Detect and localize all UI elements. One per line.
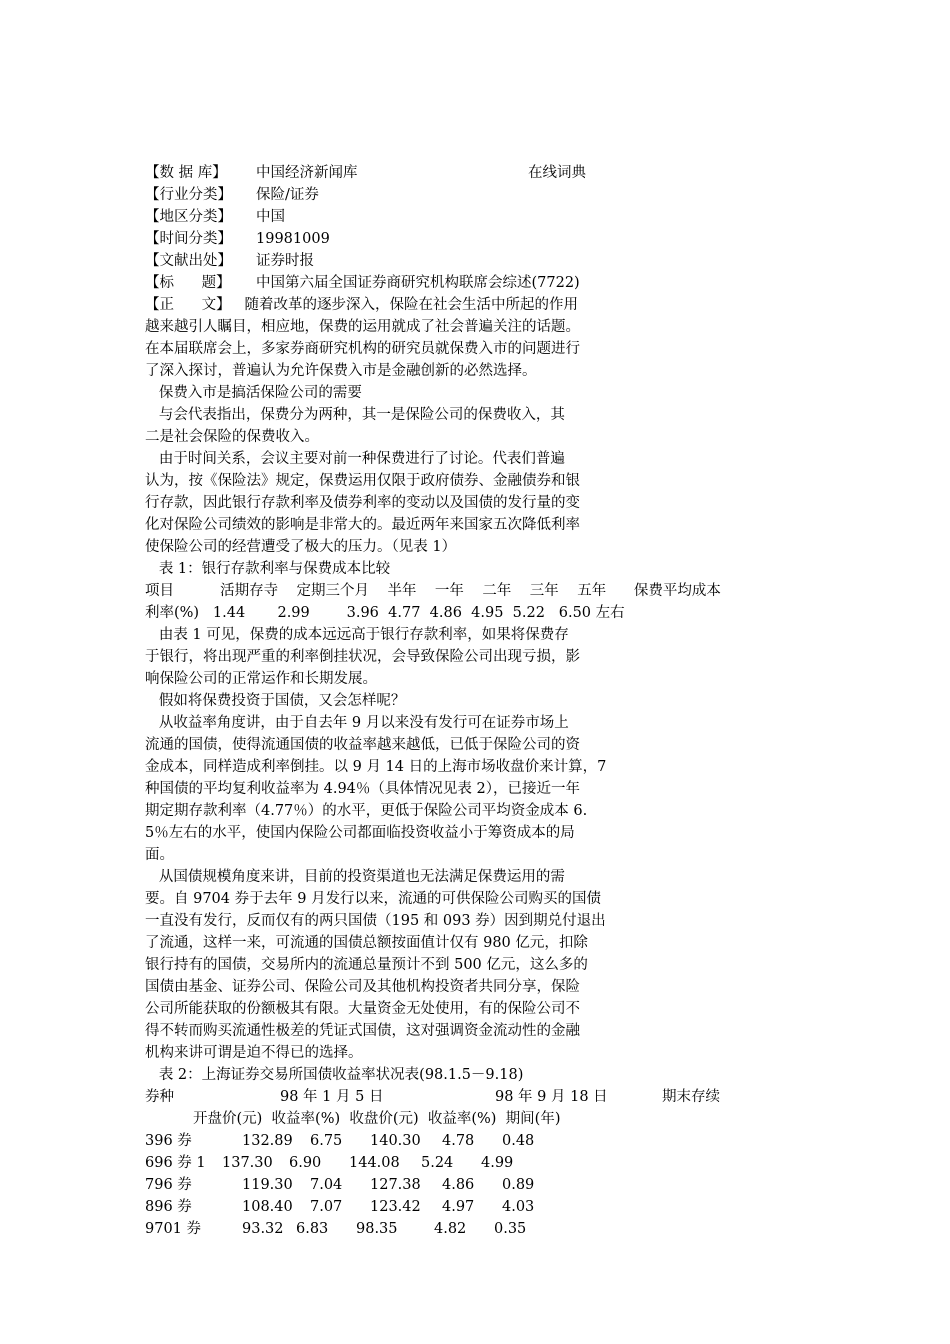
- body-line: 从国债规模角度来讲，目前的投资渠道也无法满足保费运用的需: [145, 869, 565, 885]
- table2-cell: 137.30: [222, 1155, 273, 1171]
- table2-header-bond: 券种: [145, 1089, 174, 1105]
- table2-cell: 0.48: [502, 1133, 535, 1149]
- table2-cell: 127.38: [370, 1177, 421, 1193]
- meta-row-region: [145, 208, 285, 226]
- body-line: 流通的国债，使得流通国债的收益率越来越低，已低于保险公司的资: [145, 737, 580, 753]
- meta-row-title: [145, 274, 580, 292]
- table1-caption: 表 1：银行存款利率与保费成本比较: [145, 561, 391, 577]
- meta-key: 【数 据 库】: [145, 165, 227, 181]
- table2-cell: 93.32: [242, 1221, 284, 1237]
- body-line: 期定期存款利率（4.77％）的水平，更低于保险公司平均资金成本 6.: [145, 803, 588, 819]
- meta-value: 19981009: [256, 231, 330, 247]
- meta-row-date: [145, 230, 330, 248]
- table2-cell: 4.03: [502, 1199, 535, 1215]
- body-line: 要。自 9704 券于去年 9 月发行以来，流通的可供保险公司购买的国债: [145, 891, 602, 907]
- table2-cell: 7.04: [310, 1177, 343, 1193]
- body-line: 响保险公司的正常运作和长期发展。: [145, 671, 377, 687]
- body-line: 越来越引人瞩目，相应地，保费的运用就成了社会普遍关注的话题。: [145, 319, 580, 335]
- table2-header-date2: 98 年 9 月 18 日: [495, 1089, 608, 1105]
- table2-cell: 132.89: [242, 1133, 293, 1149]
- table2-cell: 6.75: [310, 1133, 343, 1149]
- body-line: 假如将保费投资于国债，又会怎样呢？: [145, 693, 406, 709]
- body-line: 面。: [145, 847, 174, 863]
- body-line: 金成本，同样造成利率倒挂。以 9 月 14 日的上海市场收盘价来计算，7: [145, 759, 607, 775]
- meta-row-database: [145, 164, 358, 182]
- meta-row-source: [145, 252, 314, 270]
- body-line: 化对保险公司绩效的影响是非常大的。最近两年来国家五次降低利率: [145, 517, 580, 533]
- body-line: 5％左右的水平，使国内保险公司都面临投资收益小于筹资成本的局: [145, 825, 575, 841]
- table2-cell: 98.35: [356, 1221, 398, 1237]
- table2-header-date1: 98 年 1 月 5 日: [280, 1089, 384, 1105]
- meta-key: 【行业分类】: [145, 187, 232, 203]
- meta-key: 【地区分类】: [145, 209, 232, 225]
- body-line: 了深入探讨，普遍认为允许保费入市是金融创新的必然选择。: [145, 363, 537, 379]
- table2-cell: 4.78: [442, 1133, 475, 1149]
- body-line: 种国债的平均复利收益率为 4.94％（具体情况见表 2），已接近一年: [145, 781, 580, 797]
- body-line: 机构来讲可谓是迫不得已的选择。: [145, 1045, 363, 1061]
- table2-cell: 4.99: [481, 1155, 514, 1171]
- table2-cell: 4.86: [442, 1177, 475, 1193]
- table1-header: 项目 活期存寺 定期三个月 半年 一年 二年 三年 五年 保费平均成本: [145, 583, 721, 599]
- body-line: 二是社会保险的保费收入。: [145, 429, 319, 445]
- table2-row-label: 9701 券: [145, 1221, 202, 1237]
- body-line: 一直没有发行，反而仅有的两只国债（195 和 093 券）因到期兑付退出: [145, 913, 606, 929]
- table2-cell: 4.97: [442, 1199, 475, 1215]
- table2-cell: 4.82: [434, 1221, 467, 1237]
- table2-cell: 0.35: [494, 1221, 527, 1237]
- table2-row-label: 896 券: [145, 1199, 192, 1215]
- meta-value: 保险/证券: [256, 187, 319, 203]
- body-line: 从收益率角度讲，由于自去年 9 月以来没有发行可在证券市场上: [145, 715, 569, 731]
- meta-value: 中国第六届全国证券商研究机构联席会综述(7722): [256, 275, 580, 291]
- meta-key: 【文献出处】: [145, 253, 232, 269]
- table2-cell: 108.40: [242, 1199, 293, 1215]
- meta-value: 中国经济新闻库: [256, 165, 358, 181]
- table2-subheader: 开盘价(元) 收益率(%) 收盘价(元) 收益率(%) 期间(年): [193, 1111, 561, 1127]
- table2-header-duration: 期末存续: [662, 1089, 720, 1105]
- table2-cell: 123.42: [370, 1199, 421, 1215]
- table2-cell: 140.30: [370, 1133, 421, 1149]
- table2-cell: 6.90: [289, 1155, 322, 1171]
- online-dictionary-link[interactable]: 在线词典: [528, 165, 586, 181]
- body-line: 在本届联席会上，多家券商研究机构的研究员就保费入市的问题进行: [145, 341, 580, 357]
- meta-value: 中国: [256, 209, 285, 225]
- table2-cell: 144.08: [349, 1155, 400, 1171]
- meta-key: 【标 题】: [145, 275, 231, 291]
- table2-cell: 7.07: [310, 1199, 343, 1215]
- body-line: 使保险公司的经营遭受了极大的压力。（见表 1）: [145, 539, 457, 555]
- body-line: 行存款，因此银行存款利率及债券利率的变动以及国债的发行量的变: [145, 495, 580, 511]
- table2-cell: 119.30: [242, 1177, 293, 1193]
- body-line: 与会代表指出，保费分为两种，其一是保险公司的保费收入，其: [145, 407, 565, 423]
- table2-cell: 6.83: [296, 1221, 329, 1237]
- table2-row-label: 696 券 1: [145, 1155, 206, 1171]
- table2-row-label: 396 券: [145, 1133, 192, 1149]
- table2-caption: 表 2：上海证券交易所国债收益率状况表(98.1.5－9.18): [145, 1067, 524, 1083]
- body-line: 于银行，将出现严重的利率倒挂状况，会导致保险公司出现亏损，影: [145, 649, 580, 665]
- body-line: 【正 文】 随着改革的逐步深入，保险在社会生活中所起的作用: [145, 297, 578, 313]
- table2-cell: 5.24: [421, 1155, 454, 1171]
- body-line: 认为，按《保险法》规定，保费运用仅限于政府债券、金融债券和银: [145, 473, 580, 489]
- body-line: 由于时间关系，会议主要对前一种保费进行了讨论。代表们普遍: [145, 451, 565, 467]
- table2-cell: 0.89: [502, 1177, 535, 1193]
- body-line: 公司所能获取的份额极其有限。大量资金无处使用，有的保险公司不: [145, 1001, 580, 1017]
- table2-row-label: 796 券: [145, 1177, 192, 1193]
- meta-row-industry: [145, 186, 319, 204]
- table1-row: 利率(%) 1.44 2.99 3.96 4.77 4.86 4.95 5.22 6.50 左右: [145, 605, 625, 621]
- section-heading: 保费入市是搞活保险公司的需要: [145, 385, 362, 401]
- body-line: 国债由基金、证券公司、保险公司及其他机构投资者共同分享，保险: [145, 979, 580, 995]
- body-line: 银行持有的国债，交易所内的流通总量预计不到 500 亿元，这么多的: [145, 957, 588, 973]
- meta-key: 【时间分类】: [145, 231, 232, 247]
- meta-value: 证券时报: [256, 253, 314, 269]
- body-line: 了流通，这样一来，可流通的国债总额按面值计仅有 980 亿元，扣除: [145, 935, 588, 951]
- body-line: 由表 1 可见，保费的成本远远高于银行存款利率，如果将保费存: [145, 627, 569, 643]
- body-line: 得不转而购买流通性极差的凭证式国债，这对强调资金流动性的金融: [145, 1023, 580, 1039]
